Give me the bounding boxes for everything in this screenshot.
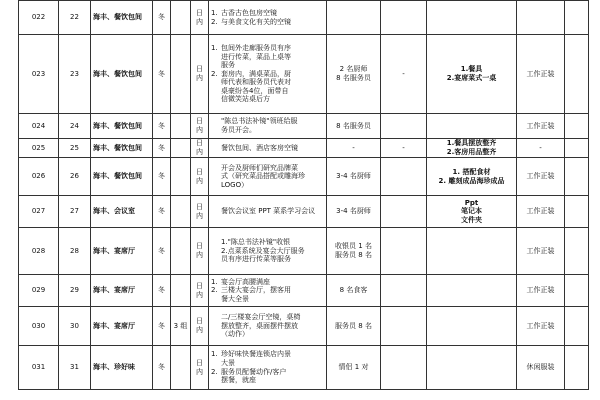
- extras-cell: -: [381, 139, 427, 158]
- content-line-text: 宴会厅高腰满座: [221, 277, 270, 286]
- scene-id-cell: 031: [19, 346, 59, 390]
- content-line-text: 开会及厨师们研究品牌菜: [221, 163, 298, 172]
- content-line-number: 1.: [211, 43, 218, 52]
- content-line-text: 式（研究菜品搭配或雕海珍: [221, 172, 305, 181]
- content-line-text: 进行传菜，菜品上桌等: [221, 52, 291, 61]
- costume-cell: [517, 1, 565, 35]
- location-cell: 海丰、宴席厅: [91, 275, 153, 307]
- extras-cell: [381, 158, 427, 196]
- actors-cell: 8 名服务员: [327, 114, 381, 139]
- table-row: [19, 275, 589, 307]
- scene-number-cell: 31: [59, 346, 91, 390]
- scene-number-cell: 22: [59, 1, 91, 35]
- content-cell: [209, 158, 327, 196]
- content-line: [211, 44, 324, 53]
- costume-cell: 工作正装: [517, 275, 565, 307]
- content-line-text: 桌豪纷各4位，面带自: [221, 86, 289, 95]
- props-cell: [427, 346, 517, 390]
- schedule-rows: [19, 1, 589, 390]
- content-line-text: 三楼大宴会厅，摆客用: [221, 286, 291, 295]
- inout-cell: 日 内: [191, 1, 209, 35]
- group-cell: [171, 139, 191, 158]
- extras-cell: [381, 1, 427, 35]
- content-cell: [209, 275, 327, 307]
- inout-cell: 日 内: [191, 114, 209, 139]
- makeup-cell: [565, 275, 589, 307]
- scene-number-cell: 27: [59, 196, 91, 228]
- actors-cell: 8 名食客: [327, 275, 381, 307]
- content-line: [211, 286, 324, 295]
- actors-cell: 3-4 名厨师: [327, 196, 381, 228]
- shooting-schedule-sheet: [18, 0, 588, 390]
- content-line-text: 古香古色包房空镜: [221, 8, 277, 17]
- scene-number-cell: 30: [59, 307, 91, 346]
- scene-number-cell: 28: [59, 228, 91, 275]
- content-line-text: LOGO）: [221, 180, 249, 189]
- content-line: [211, 313, 324, 322]
- content-line: [211, 164, 324, 173]
- makeup-cell: [565, 346, 589, 390]
- scene-id-cell: 023: [19, 35, 59, 114]
- content-line-number: 2.: [211, 367, 218, 376]
- season-cell: 冬: [153, 139, 171, 158]
- content-line-text: 餐饮会议室 PPT 菜系学习会议: [221, 207, 316, 216]
- makeup-cell: [565, 114, 589, 139]
- costume-cell: 工作正装: [517, 158, 565, 196]
- table-row: [19, 307, 589, 346]
- group-cell: [171, 35, 191, 114]
- scene-number-cell: 26: [59, 158, 91, 196]
- location-cell: 海丰、餐饮包间: [91, 158, 153, 196]
- props-cell: [427, 114, 517, 139]
- group-cell: [171, 1, 191, 35]
- inout-cell: 日 内: [191, 158, 209, 196]
- inout-cell: 日 内: [191, 275, 209, 307]
- location-cell: 海丰、宴席厅: [91, 228, 153, 275]
- costume-cell: 工作正装: [517, 35, 565, 114]
- actors-cell: 服务员 8 名: [327, 307, 381, 346]
- costume-cell: 休闲服装: [517, 346, 565, 390]
- inout-cell: 日 内: [191, 196, 209, 228]
- table-row: [19, 158, 589, 196]
- content-line-text: （动作）: [221, 330, 249, 339]
- extras-cell: [381, 307, 427, 346]
- content-line: [211, 359, 324, 368]
- actors-cell: -: [327, 139, 381, 158]
- content-cell: [209, 346, 327, 390]
- content-line-number: 2.: [211, 17, 218, 26]
- props-cell: [427, 1, 517, 35]
- scene-id-cell: 029: [19, 275, 59, 307]
- inout-cell: 日 内: [191, 346, 209, 390]
- makeup-cell: [565, 158, 589, 196]
- actors-cell: [327, 1, 381, 35]
- content-line: [211, 255, 324, 264]
- location-cell: 海丰、餐饮包间: [91, 139, 153, 158]
- season-cell: 冬: [153, 307, 171, 346]
- season-cell: 冬: [153, 35, 171, 114]
- costume-cell: 工作正装: [517, 228, 565, 275]
- content-line: [211, 238, 324, 247]
- location-cell: 海丰、餐饮包间: [91, 35, 153, 114]
- props-cell: [427, 307, 517, 346]
- season-cell: 冬: [153, 228, 171, 275]
- makeup-cell: [565, 139, 589, 158]
- extras-cell: [381, 275, 427, 307]
- content-line: [211, 368, 324, 377]
- content-line: [211, 70, 324, 79]
- content-line-number: 1.: [211, 8, 218, 17]
- actors-cell: 2 名厨师 8 名服务员: [327, 35, 381, 114]
- scene-number-cell: 23: [59, 35, 91, 114]
- group-cell: [171, 228, 191, 275]
- season-cell: 冬: [153, 196, 171, 228]
- makeup-cell: [565, 196, 589, 228]
- content-line-text: 餐饮包间、酒店客房空镜: [221, 143, 298, 152]
- content-line-number: 2.: [211, 286, 218, 295]
- content-line-text: 包间外走廊服务员有序: [221, 43, 291, 52]
- location-cell: 海丰、餐饮包间: [91, 1, 153, 35]
- makeup-cell: [565, 1, 589, 35]
- content-line-text: 务员开会。: [221, 126, 256, 134]
- content-line-text: 师代表和服务员代表对: [221, 78, 291, 87]
- season-cell: 冬: [153, 114, 171, 139]
- content-line-number: 1.: [211, 277, 218, 286]
- content-line: [211, 18, 324, 27]
- costume-cell: 工作正装: [517, 307, 565, 346]
- content-line: [211, 181, 324, 190]
- season-cell: 冬: [153, 275, 171, 307]
- table-row: [19, 35, 589, 114]
- location-cell: 海丰、餐饮包间: [91, 114, 153, 139]
- content-line: [211, 207, 324, 216]
- content-cell: [209, 1, 327, 35]
- extras-cell: -: [381, 35, 427, 114]
- content-line: [211, 322, 324, 331]
- content-cell: [209, 114, 327, 139]
- costume-cell: -: [517, 139, 565, 158]
- table-row: [19, 346, 589, 390]
- costume-cell: 工作正装: [517, 114, 565, 139]
- props-cell: [427, 228, 517, 275]
- extras-cell: [381, 196, 427, 228]
- props-cell: 1. 搭配食材 2. 雕刻成品海珍成品: [427, 158, 517, 196]
- group-cell: [171, 114, 191, 139]
- actors-cell: 3-4 名厨师: [327, 158, 381, 196]
- content-line: [211, 295, 324, 304]
- group-cell: [171, 196, 191, 228]
- content-line: [211, 53, 324, 62]
- content-line-text: 2.点菜系统及宴会大厅服务: [221, 246, 305, 255]
- content-line-text: 摆放整齐，桌面摆件摆放: [221, 321, 298, 330]
- content-line-text: 大景: [221, 358, 235, 367]
- content-line: [211, 126, 324, 135]
- content-line-text: 与美食文化有关的空镜: [221, 17, 291, 26]
- content-line-text: 服务员配餐动作/客户: [221, 367, 287, 376]
- content-line-number: 2.: [211, 69, 218, 78]
- scene-id-cell: 025: [19, 139, 59, 158]
- scene-number-cell: 24: [59, 114, 91, 139]
- group-cell: [171, 346, 191, 390]
- content-cell: [209, 139, 327, 158]
- content-line: [211, 78, 324, 87]
- scene-number-cell: 29: [59, 275, 91, 307]
- location-cell: 海丰、珍好味: [91, 346, 153, 390]
- schedule-table: [18, 0, 589, 390]
- content-line: [211, 144, 324, 153]
- actors-cell: 收银员 1 名 服务员 8 名: [327, 228, 381, 275]
- content-line-number: 1.: [211, 350, 218, 359]
- table-row: [19, 228, 589, 275]
- table-row: [19, 114, 589, 139]
- props-cell: [427, 275, 517, 307]
- extras-cell: [381, 114, 427, 139]
- location-cell: 海丰、会议室: [91, 196, 153, 228]
- costume-cell: 工作正装: [517, 196, 565, 228]
- actors-cell: 情侣 1 对: [327, 346, 381, 390]
- extras-cell: [381, 228, 427, 275]
- scene-id-cell: 022: [19, 1, 59, 35]
- content-line: [211, 330, 324, 339]
- location-cell: 海丰、宴席厅: [91, 307, 153, 346]
- content-line-text: 二/三楼宴会厅空镜，桌椅: [221, 313, 301, 322]
- content-line-text: 摆餐，就座: [221, 376, 256, 385]
- content-cell: [209, 35, 327, 114]
- inout-cell: 日 内: [191, 139, 209, 158]
- scene-id-cell: 030: [19, 307, 59, 346]
- scene-id-cell: 026: [19, 158, 59, 196]
- content-line: [211, 9, 324, 18]
- props-cell: 1.餐具摆放整齐 2.客房用品整齐: [427, 139, 517, 158]
- content-line-text: 服务: [221, 61, 235, 70]
- content-line: [211, 61, 324, 70]
- content-line-text: 1."陈总书法补镜"收银: [221, 238, 291, 247]
- scene-id-cell: 024: [19, 114, 59, 139]
- inout-cell: 日 内: [191, 307, 209, 346]
- content-cell: [209, 196, 327, 228]
- makeup-cell: [565, 35, 589, 114]
- extras-cell: [381, 346, 427, 390]
- season-cell: 冬: [153, 1, 171, 35]
- scene-id-cell: 028: [19, 228, 59, 275]
- content-line-text: "陈总书法补镜"领班给服: [221, 117, 298, 126]
- content-line: [211, 172, 324, 181]
- season-cell: 冬: [153, 346, 171, 390]
- scene-id-cell: 027: [19, 196, 59, 228]
- group-cell: [171, 158, 191, 196]
- makeup-cell: [565, 228, 589, 275]
- content-line: [211, 95, 324, 104]
- content-line-text: 信微笑站桌后方: [221, 95, 270, 104]
- content-line: [211, 350, 324, 359]
- table-row: [19, 1, 589, 35]
- content-line: [211, 247, 324, 256]
- props-cell: 1.餐具 2.宴席菜式一桌: [427, 35, 517, 114]
- table-row: [19, 196, 589, 228]
- content-line-text: 餐大全景: [221, 294, 249, 303]
- content-line: [211, 278, 324, 287]
- props-cell: Ppt 笔记本 文件夹: [427, 196, 517, 228]
- group-cell: [171, 275, 191, 307]
- season-cell: 冬: [153, 158, 171, 196]
- content-line-text: 珍好味快餐连锁店内景: [221, 350, 291, 359]
- inout-cell: 日 内: [191, 35, 209, 114]
- table-row: [19, 139, 589, 158]
- content-line-text: 套房内，满桌菜品，厨: [221, 69, 291, 78]
- group-cell: 3 组: [171, 307, 191, 346]
- content-line: [211, 376, 324, 385]
- inout-cell: 日 内: [191, 228, 209, 275]
- content-line: [211, 117, 324, 126]
- content-cell: [209, 307, 327, 346]
- content-line-text: 员有序进行传菜等服务: [221, 255, 291, 264]
- makeup-cell: [565, 307, 589, 346]
- scene-number-cell: 25: [59, 139, 91, 158]
- content-cell: [209, 228, 327, 275]
